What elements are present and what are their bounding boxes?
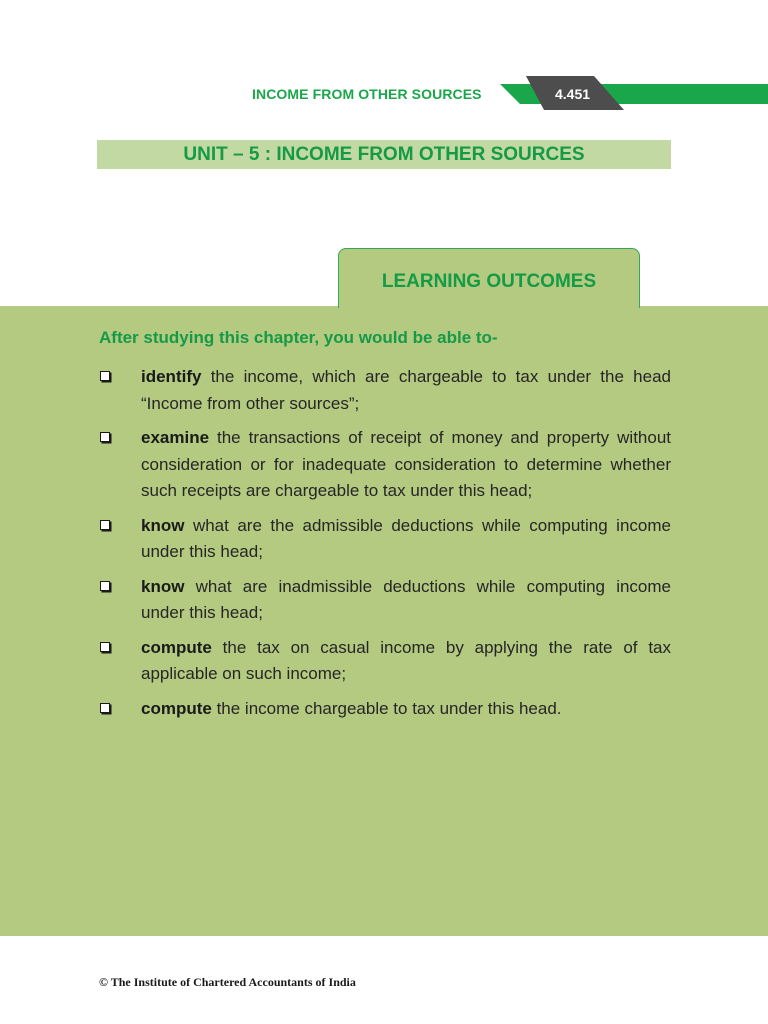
learning-outcomes-panel (0, 306, 768, 936)
copyright-footer: © The Institute of Chartered Accountants of India (99, 975, 356, 989)
checkbox-bullet-icon (100, 581, 110, 591)
outcome-text (141, 696, 671, 723)
outcome-keyword: compute (141, 637, 212, 657)
checkbox-bullet-icon (100, 371, 110, 381)
outcome-keyword: know (141, 576, 185, 596)
outcome-description: what are inadmissible deductions while computing income under this head; (141, 576, 671, 622)
list-item (99, 513, 671, 566)
outcome-description: the transactions of receipt of money and property without consideration or for inadequate consideration to determine whether such receipts are chargeable to tax under this head; (141, 428, 671, 500)
outcome-keyword: identify (141, 367, 202, 386)
outcome-description: what are the admissible deductions while computing income under this head; (141, 515, 671, 561)
outcome-text (141, 635, 671, 688)
outcome-keyword: examine (141, 428, 210, 447)
outcome-description: the income chargeable to tax under this head. (211, 698, 562, 718)
outcome-description: the income, which are chargeable to tax under the head “Income from other sources”; (141, 367, 671, 413)
outcome-text (141, 574, 671, 627)
checkbox-bullet-icon (100, 703, 110, 713)
page-number: 4.451 (555, 86, 591, 102)
list-item (99, 364, 671, 417)
list-item (99, 425, 671, 505)
learning-outcomes-heading: LEARNING OUTCOMES (381, 271, 597, 292)
checkbox-bullet-icon (100, 432, 110, 442)
outcome-keyword: know (141, 515, 185, 535)
outcome-text (141, 425, 671, 505)
outcomes-intro: After studying this chapter, you would be able to- (99, 328, 498, 347)
outcomes-list (99, 364, 671, 730)
outcome-description: the tax on casual income by applying the rate of tax applicable on such income; (141, 637, 671, 683)
running-header-title: INCOME FROM OTHER SOURCES (252, 86, 482, 102)
unit-title-bar (97, 140, 671, 169)
checkbox-bullet-icon (100, 642, 110, 652)
list-item (99, 696, 671, 723)
header-band (500, 76, 768, 112)
outcome-keyword: compute (141, 698, 212, 718)
checkbox-bullet-icon (100, 520, 110, 530)
learning-outcomes-tab (338, 248, 640, 308)
list-item (99, 574, 671, 627)
outcome-text (141, 513, 671, 566)
list-item (99, 635, 671, 688)
unit-title: UNIT – 5 : INCOME FROM OTHER SOURCES (183, 144, 585, 165)
outcome-text (141, 364, 671, 417)
